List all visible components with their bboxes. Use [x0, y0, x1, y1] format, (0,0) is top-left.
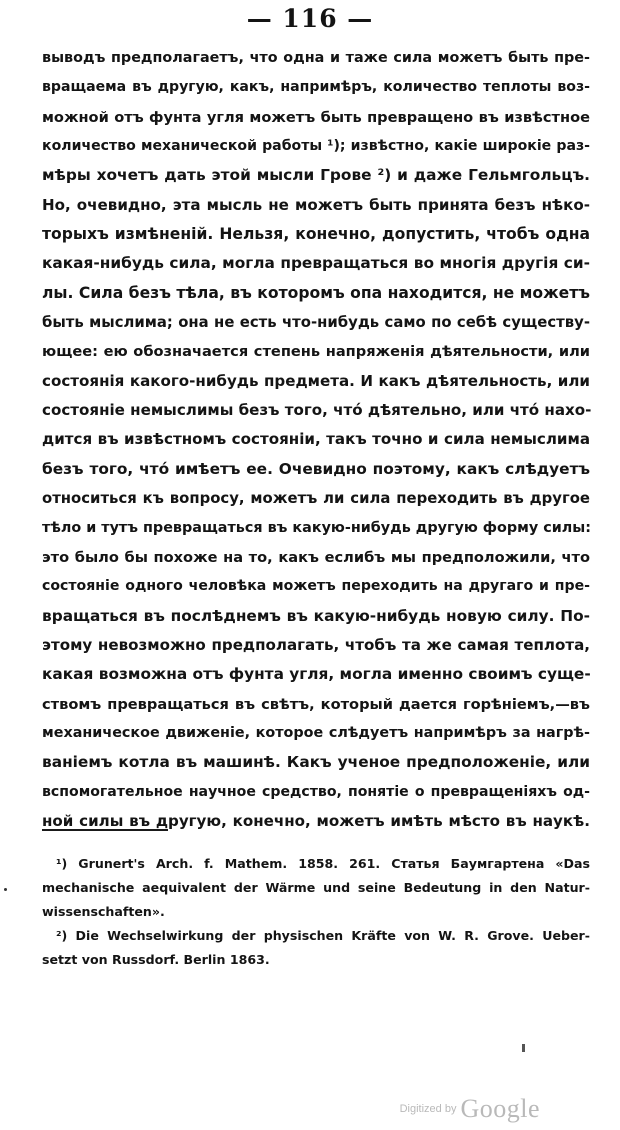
- text-line: относиться къ вопросу, можетъ ли сила переходить въ другое: [42, 489, 590, 508]
- footnote-line: setzt von Russdorf. Berlin 1863.: [42, 952, 270, 967]
- google-watermark: [400, 1094, 540, 1124]
- watermark-digitized-label: Digitized by: [399, 1103, 457, 1115]
- text-line: состоянiя какого-нибудь предмета. И какъ дѣятельность, или: [42, 371, 590, 390]
- text-line: вспомогательное научное средство, понятiе о превращенiяхъ од-: [42, 783, 590, 800]
- text-line: это было бы похоже на то, какъ еслибъ мы предположили, что: [42, 548, 590, 566]
- footnote-divider: [42, 829, 168, 831]
- text-line: Но, очевидно, эта мысль не можетъ быть принята безъ нѣко-: [42, 195, 590, 214]
- body-text: [42, 44, 590, 836]
- margin-speck: [4, 888, 7, 891]
- text-line: тѣло и тутъ превращаться въ какую-нибудь другую форму силы:: [42, 519, 591, 536]
- text-line: какая возможна отъ фунта угля, могла именно своимъ суще-: [42, 665, 591, 684]
- text-line: ствомъ превращаться въ свѣтъ, который дается горѣнiемъ,—въ: [42, 695, 590, 713]
- text-line: ванiемъ котла въ машинѣ. Какъ ученое предположенiе, или: [42, 753, 590, 772]
- text-line: безъ того, что́ имѣетъ ее. Очевидно поэтому, какъ слѣдуетъ: [42, 459, 590, 478]
- text-line: выводъ предполагаетъ, что одна и таже сила можетъ быть пре-: [42, 50, 590, 66]
- footnote-line: mechanische aequivalent der Wärme und seine Bedeutung in den Natur-: [42, 880, 590, 895]
- text-line: лы. Сила безъ тѣла, въ которомъ опа находится, не можетъ: [42, 283, 590, 302]
- footnotes: [42, 852, 590, 972]
- page-number: — 116 —: [246, 4, 374, 33]
- text-line: механическое движенiе, которое слѣдуетъ напримѣръ за нагрѣ-: [42, 724, 590, 741]
- text-line: состоянiе одного человѣка можетъ переходить на другаго и пре-: [42, 578, 590, 595]
- text-line: количество механической работы ¹); извѣстно, какiе широкiе раз-: [42, 138, 590, 155]
- footnote-line: ¹) Grunert's Arch. f. Mathem. 1858. 261. Статья Баумгартена «Das: [56, 856, 590, 871]
- text-line: дится въ извѣстномъ состоянiи, такъ точно и сила немыслима: [42, 430, 590, 449]
- text-line: ной силы въ другую, конечно, можетъ имѣть мѣсто въ наукѣ.: [42, 811, 590, 830]
- text-line: состоянiе немыслимы безъ того, что́ дѣятельно, или что́ нахо-: [42, 401, 592, 420]
- text-line: вращаема въ другую, какъ, напримѣръ, количество теплоты воз-: [42, 79, 590, 96]
- footnote-line: ²) Die Wechselwirkung der physischen Kräfte von W. R. Grove. Ueber-: [56, 928, 590, 943]
- text-line: какая-нибудь сила, могла превращаться во многiя другiя си-: [42, 254, 590, 273]
- print-mark: [522, 1044, 525, 1052]
- google-logo: Google: [460, 1094, 540, 1123]
- text-line: мѣры хочетъ дать этой мысли Грове ²) и даже Гельмгольцъ.: [42, 166, 590, 185]
- text-line: этому невозможно предполагать, чтобъ та же самая теплота,: [42, 635, 590, 654]
- text-line: быть мыслима; она не есть что-нибудь само по себѣ существу-: [42, 313, 590, 332]
- text-line: торыхъ измѣненiй. Нельзя, конечно, допустить, чтобъ одна: [42, 225, 590, 244]
- text-line: вращаться въ послѣднемъ въ какую-нибудь новую силу. По-: [42, 606, 590, 625]
- footnote-line: wissenschaften».: [42, 904, 165, 919]
- text-line: ющее: ею обозначается степень напряженiя дѣятельности, или: [42, 343, 590, 361]
- text-line: можной отъ фунта угля можетъ быть превращено въ извѣстное: [42, 108, 590, 126]
